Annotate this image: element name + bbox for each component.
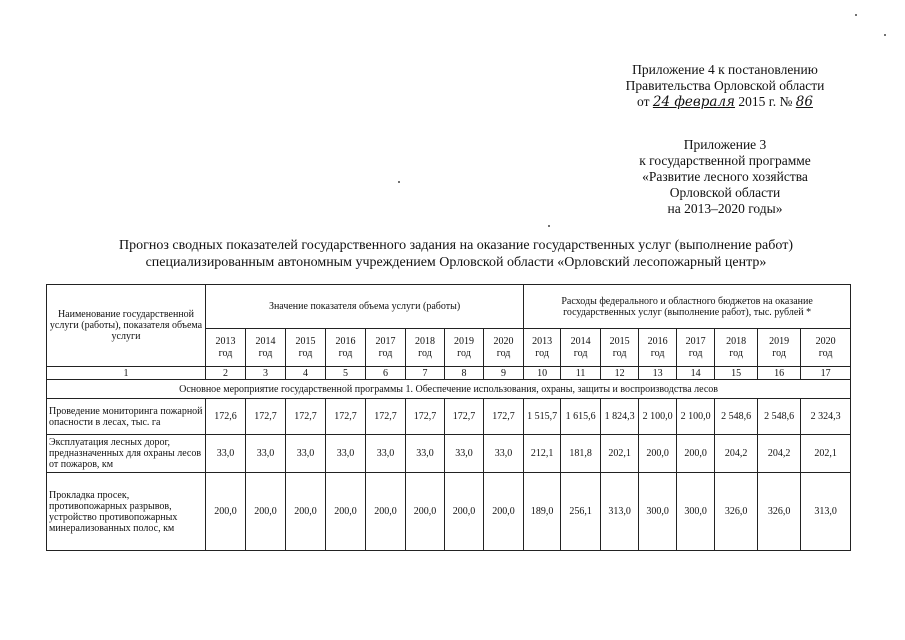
- volume-value: 172,7: [326, 399, 366, 435]
- date-suffix: 2015 г. №: [738, 94, 793, 109]
- column-number: 7: [406, 367, 445, 380]
- year-number: 2016: [647, 335, 668, 347]
- header-service-name: Наименование государственной услуги (работы), показателя объема услуги: [47, 285, 206, 367]
- expense-value: 2 100,0: [677, 399, 715, 435]
- year-suffix: год: [612, 347, 627, 359]
- year-number: 2018: [415, 335, 435, 347]
- header-expenses-group: Расходы федерального и областного бюджетов на оказание государственных услуг (выполнение работ), тыс. рублей *: [524, 285, 851, 329]
- title-line-2: специализированным автономным учреждением Орловской области «Орловский лесопожарный центр»: [145, 255, 767, 270]
- expense-year-2015: [601, 329, 639, 367]
- volume-year-2018: [406, 329, 445, 367]
- section-row: [47, 380, 851, 399]
- year-number: 2016: [335, 335, 356, 347]
- expense-value: 181,8: [561, 435, 601, 473]
- volume-value: 200,0: [286, 473, 326, 551]
- scan-speck: [548, 225, 550, 227]
- table-row: [47, 435, 851, 473]
- column-number: 8: [445, 367, 484, 380]
- expense-value: 202,1: [601, 435, 639, 473]
- year-suffix: год: [418, 347, 432, 359]
- scan-speck: [398, 181, 400, 183]
- expense-value: 204,2: [715, 435, 758, 473]
- year-number: 2017: [375, 335, 396, 347]
- column-number: 12: [601, 367, 639, 380]
- volume-value: 200,0: [445, 473, 484, 551]
- column-number: 10: [524, 367, 561, 380]
- volume-value: 33,0: [484, 435, 524, 473]
- row-name: Проведение мониторинга пожарной опасности в лесах, тыс. га: [47, 399, 206, 435]
- annex-3-line-2: к государственной программе: [639, 153, 811, 168]
- volume-value: 200,0: [326, 473, 366, 551]
- expense-value: 1 824,3: [601, 399, 639, 435]
- annex-3-header: [590, 137, 860, 217]
- volume-value: 200,0: [366, 473, 406, 551]
- annex-3-line-1: Приложение 3: [683, 137, 767, 152]
- volume-year-2017: [366, 329, 406, 367]
- year-suffix: год: [535, 347, 549, 359]
- year-suffix: год: [258, 347, 273, 359]
- row-name: Эксплуатация лесных дорог, предназначенных для охраны лесов от пожаров, км: [47, 435, 206, 473]
- volume-value: 172,7: [406, 399, 445, 435]
- volume-value: 200,0: [484, 473, 524, 551]
- column-number: 14: [677, 367, 715, 380]
- expense-value: 200,0: [639, 435, 677, 473]
- expense-value: 313,0: [801, 473, 851, 551]
- year-suffix: год: [729, 347, 743, 359]
- column-number: 1: [47, 367, 206, 380]
- annex-3-line-4: Орловской области: [669, 185, 781, 200]
- year-number: 2015: [609, 335, 630, 347]
- expense-value: 326,0: [715, 473, 758, 551]
- section-title: Основное мероприятие государственной программы 1. Обеспечение использования, охраны, защиты и воспроизводства лесов: [47, 380, 851, 399]
- year-number: 2017: [685, 335, 706, 347]
- annex-4-line-2: Правительства Орловской области: [625, 78, 825, 93]
- year-suffix: год: [818, 347, 833, 359]
- year-suffix: год: [650, 347, 665, 359]
- expense-value: 300,0: [677, 473, 715, 551]
- volume-year-2019: [445, 329, 484, 367]
- expense-value: 204,2: [758, 435, 801, 473]
- expense-year-2017: [677, 329, 715, 367]
- expense-value: 2 324,3: [801, 399, 851, 435]
- volume-value: 172,7: [484, 399, 524, 435]
- expense-year-2019: [758, 329, 801, 367]
- expense-year-2016: [639, 329, 677, 367]
- volume-year-2013: [206, 329, 246, 367]
- annex-4-line-1: Приложение 4 к постановлению: [632, 62, 818, 77]
- column-number: 17: [801, 367, 851, 380]
- expense-value: 300,0: [639, 473, 677, 551]
- year-suffix: год: [496, 347, 511, 359]
- scan-speck: [855, 14, 857, 16]
- expense-value: 326,0: [758, 473, 801, 551]
- volume-value: 200,0: [246, 473, 286, 551]
- year-suffix: год: [688, 347, 703, 359]
- table-row: [47, 473, 851, 551]
- expense-value: 202,1: [801, 435, 851, 473]
- annex-3-line-5: на 2013–2020 годы»: [667, 201, 783, 216]
- year-number: 2015: [295, 335, 316, 347]
- services-forecast-table: [46, 284, 851, 551]
- year-suffix: год: [573, 347, 588, 359]
- table-row: [47, 399, 851, 435]
- handwritten-date: 24 февраля: [652, 94, 735, 110]
- document-title: [40, 237, 872, 271]
- volume-year-2014: [246, 329, 286, 367]
- expense-value: 1 615,6: [561, 399, 601, 435]
- year-number: 2020: [815, 335, 836, 347]
- column-number: 11: [561, 367, 601, 380]
- column-number: 3: [246, 367, 286, 380]
- expense-value: 313,0: [601, 473, 639, 551]
- column-number: 5: [326, 367, 366, 380]
- expense-value: 2 100,0: [639, 399, 677, 435]
- column-number: 2: [206, 367, 246, 380]
- column-number: 6: [366, 367, 406, 380]
- year-suffix: год: [218, 347, 233, 359]
- year-suffix: год: [772, 347, 786, 359]
- volume-value: 200,0: [406, 473, 445, 551]
- header-volume-group: Значение показателя объема услуги (работы): [206, 285, 524, 329]
- year-number: 2019: [454, 335, 474, 347]
- year-number: 2019: [769, 335, 790, 347]
- column-number: 15: [715, 367, 758, 380]
- column-number: 4: [286, 367, 326, 380]
- volume-value: 33,0: [246, 435, 286, 473]
- expense-value: 2 548,6: [715, 399, 758, 435]
- volume-value: 172,7: [246, 399, 286, 435]
- volume-year-2015: [286, 329, 326, 367]
- row-name: Прокладка просек, противопожарных разрывов, устройство противопожарных минерализованных полос, км: [47, 473, 206, 551]
- volume-year-2016: [326, 329, 366, 367]
- volume-value: 33,0: [326, 435, 366, 473]
- volume-value: 200,0: [206, 473, 246, 551]
- annex-3-line-3: «Развитие лесного хозяйства: [642, 169, 808, 184]
- volume-value: 172,7: [445, 399, 484, 435]
- year-number: 2013: [215, 335, 236, 347]
- annex-4-date-line: [600, 94, 850, 110]
- handwritten-number: 86: [795, 94, 813, 110]
- expense-year-2013: [524, 329, 561, 367]
- year-number: 2013: [532, 335, 553, 347]
- year-number: 2018: [726, 335, 747, 347]
- year-suffix: год: [338, 347, 353, 359]
- expense-year-2018: [715, 329, 758, 367]
- volume-value: 172,6: [206, 399, 246, 435]
- annex-4-header: [600, 62, 850, 110]
- column-numbers-row: [47, 367, 851, 380]
- volume-value: 33,0: [445, 435, 484, 473]
- expense-value: 2 548,6: [758, 399, 801, 435]
- year-suffix: год: [457, 347, 471, 359]
- year-suffix: год: [298, 347, 313, 359]
- year-number: 2014: [255, 335, 276, 347]
- expense-value: 1 515,7: [524, 399, 561, 435]
- expense-year-2020: [801, 329, 851, 367]
- column-number: 13: [639, 367, 677, 380]
- column-number: 16: [758, 367, 801, 380]
- expense-value: 189,0: [524, 473, 561, 551]
- column-number: 9: [484, 367, 524, 380]
- scan-speck: [884, 34, 886, 36]
- volume-value: 172,7: [286, 399, 326, 435]
- year-number: 2014: [570, 335, 591, 347]
- year-suffix: год: [378, 347, 393, 359]
- volume-value: 33,0: [366, 435, 406, 473]
- expense-value: 212,1: [524, 435, 561, 473]
- date-prefix: от: [637, 94, 650, 109]
- expense-year-2014: [561, 329, 601, 367]
- expense-value: 200,0: [677, 435, 715, 473]
- volume-value: 33,0: [286, 435, 326, 473]
- title-line-1: Прогноз сводных показателей государственного задания на оказание государственных услуг (выполнение работ): [118, 238, 793, 253]
- year-number: 2020: [493, 335, 514, 347]
- volume-value: 33,0: [206, 435, 246, 473]
- volume-value: 33,0: [406, 435, 445, 473]
- volume-year-2020: [484, 329, 524, 367]
- volume-value: 172,7: [366, 399, 406, 435]
- expense-value: 256,1: [561, 473, 601, 551]
